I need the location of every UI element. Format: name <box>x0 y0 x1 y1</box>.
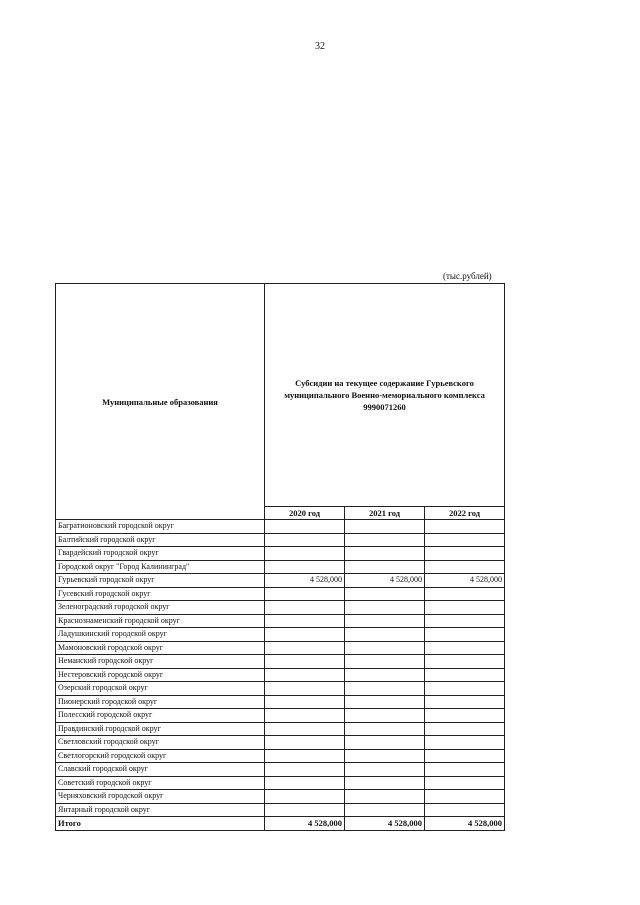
page-number: 32 <box>315 41 325 52</box>
table-row <box>56 709 505 723</box>
value-2021 <box>345 560 425 574</box>
municipality-name: Озерский городской округ <box>56 682 265 696</box>
value-2021 <box>345 601 425 615</box>
value-2021 <box>345 776 425 790</box>
value-2020 <box>265 763 345 777</box>
value-2021 <box>345 803 425 817</box>
table-row <box>56 641 505 655</box>
value-2020 <box>265 668 345 682</box>
municipality-column-header: Муниципальные образования <box>56 284 265 520</box>
municipality-name: Гвардейский городской округ <box>56 547 265 561</box>
municipality-name: Городской округ "Город Калининград" <box>56 560 265 574</box>
table-row <box>56 722 505 736</box>
municipality-name: Светловский городской округ <box>56 736 265 750</box>
value-2022 <box>425 803 505 817</box>
value-2021 <box>345 533 425 547</box>
municipality-name: Правдинский городской округ <box>56 722 265 736</box>
value-2022 <box>425 628 505 642</box>
value-2020 <box>265 682 345 696</box>
value-2022 <box>425 695 505 709</box>
table-row <box>56 763 505 777</box>
table-row <box>56 776 505 790</box>
value-2020 <box>265 722 345 736</box>
value-2021 <box>345 749 425 763</box>
table-row <box>56 736 505 750</box>
value-2020 <box>265 601 345 615</box>
value-2021 <box>345 668 425 682</box>
value-2021 <box>345 682 425 696</box>
value-2022 <box>425 601 505 615</box>
total-2022: 4 528,000 <box>425 817 505 831</box>
table-row <box>56 790 505 804</box>
municipality-name: Ладушкинский городской округ <box>56 628 265 642</box>
value-2021 <box>345 641 425 655</box>
municipality-name: Багратионовский городской округ <box>56 520 265 534</box>
value-2020 <box>265 628 345 642</box>
value-2021 <box>345 695 425 709</box>
value-2021 <box>345 614 425 628</box>
municipality-name: Светлогорский городской округ <box>56 749 265 763</box>
value-2022 <box>425 587 505 601</box>
municipality-name: Зеленоградский городской округ <box>56 601 265 615</box>
value-2022 <box>425 614 505 628</box>
municipality-name: Неманский городской округ <box>56 655 265 669</box>
table-body <box>56 520 505 817</box>
value-2022 <box>425 547 505 561</box>
value-2020 <box>265 520 345 534</box>
subsidy-column-header: Субсидии на текущее содержание Гурьевского муниципального Военно-мемориального комплекса 9990071260 <box>265 284 505 507</box>
value-2021 <box>345 736 425 750</box>
value-2021 <box>345 628 425 642</box>
municipality-name: Советский городской округ <box>56 776 265 790</box>
value-2020 <box>265 547 345 561</box>
value-2020 <box>265 560 345 574</box>
value-2022 <box>425 790 505 804</box>
municipality-name: Янтарный городской округ <box>56 803 265 817</box>
value-2022 <box>425 776 505 790</box>
municipality-name: Мамоновский городской округ <box>56 641 265 655</box>
value-2021 <box>345 587 425 601</box>
total-label: Итого <box>56 817 265 831</box>
value-2021 <box>345 763 425 777</box>
value-2020 <box>265 587 345 601</box>
table-row <box>56 628 505 642</box>
municipality-name: Пионерский городской округ <box>56 695 265 709</box>
table-row <box>56 560 505 574</box>
table-row <box>56 533 505 547</box>
municipality-name: Краснознаменский городской округ <box>56 614 265 628</box>
table-row <box>56 614 505 628</box>
value-2022 <box>425 655 505 669</box>
value-2022 <box>425 682 505 696</box>
municipality-name: Гурьевский городской округ <box>56 574 265 588</box>
value-2021 <box>345 709 425 723</box>
value-2022 <box>425 520 505 534</box>
table-row <box>56 803 505 817</box>
value-2020 <box>265 736 345 750</box>
table-row <box>56 682 505 696</box>
value-2021 <box>345 655 425 669</box>
municipality-name: Гусевский городской округ <box>56 587 265 601</box>
year-header-2022: 2022 год <box>425 507 505 520</box>
subsidy-table <box>55 283 505 831</box>
year-header-2021: 2021 год <box>345 507 425 520</box>
value-2020 <box>265 776 345 790</box>
value-2020 <box>265 790 345 804</box>
value-2022 <box>425 763 505 777</box>
table-row <box>56 601 505 615</box>
value-2022 <box>425 560 505 574</box>
value-2020 <box>265 655 345 669</box>
value-2022 <box>425 668 505 682</box>
table-row <box>56 668 505 682</box>
municipality-name: Полесский городской округ <box>56 709 265 723</box>
value-2020 <box>265 709 345 723</box>
value-2022 <box>425 722 505 736</box>
value-2022 <box>425 709 505 723</box>
value-2020 <box>265 695 345 709</box>
municipality-name: Балтийский городской округ <box>56 533 265 547</box>
table-row <box>56 695 505 709</box>
municipality-name: Нестеровский городской округ <box>56 668 265 682</box>
value-2021 <box>345 547 425 561</box>
total-2020: 4 528,000 <box>265 817 345 831</box>
units-note: (тыс.рублей) <box>443 271 492 281</box>
year-header-2020: 2020 год <box>265 507 345 520</box>
value-2020 <box>265 614 345 628</box>
table-row <box>56 547 505 561</box>
value-2022 <box>425 641 505 655</box>
value-2020 <box>265 533 345 547</box>
value-2022: 4 528,000 <box>425 574 505 588</box>
total-2021: 4 528,000 <box>345 817 425 831</box>
value-2020 <box>265 641 345 655</box>
value-2020: 4 528,000 <box>265 574 345 588</box>
value-2022 <box>425 533 505 547</box>
value-2021 <box>345 520 425 534</box>
table-row <box>56 587 505 601</box>
table-row <box>56 655 505 669</box>
value-2022 <box>425 736 505 750</box>
table-row <box>56 749 505 763</box>
value-2020 <box>265 749 345 763</box>
value-2021: 4 528,000 <box>345 574 425 588</box>
table-row <box>56 574 505 588</box>
municipality-name: Славский городской округ <box>56 763 265 777</box>
value-2022 <box>425 749 505 763</box>
value-2020 <box>265 803 345 817</box>
municipality-name: Черняховский городской округ <box>56 790 265 804</box>
total-row <box>56 817 505 831</box>
value-2021 <box>345 790 425 804</box>
table-row <box>56 520 505 534</box>
value-2021 <box>345 722 425 736</box>
